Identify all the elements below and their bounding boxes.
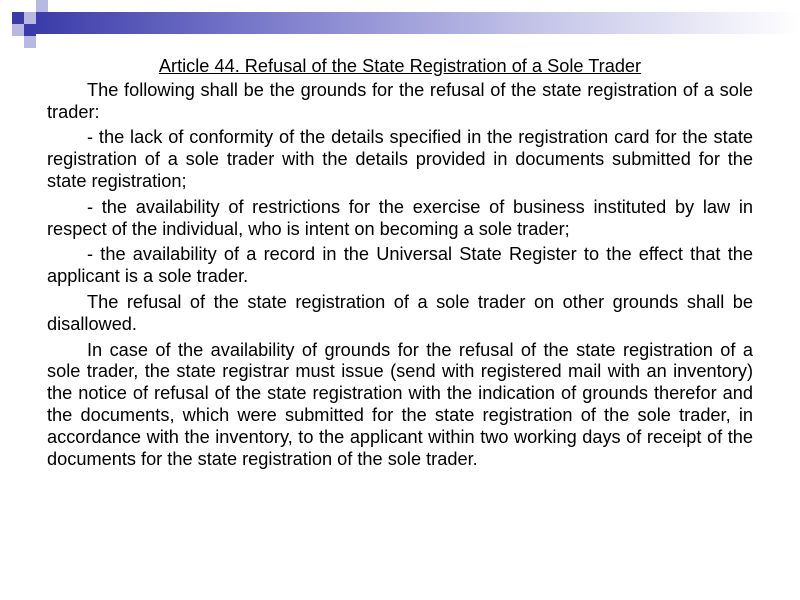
- decor-square-light: [12, 24, 24, 36]
- decorative-header: [0, 0, 800, 50]
- decor-square-dark: [24, 24, 36, 36]
- decor-square-dark: [12, 12, 24, 24]
- paragraph-grounds-intro: The following shall be the grounds for the refusal of the state registration of a sole trader:: [47, 79, 753, 122]
- paragraph-notice-procedure: In case of the availability of grounds for the refusal of the state registration of a sole trader, the state registrar must issue (send with registered mail with an inventory) the notice of refusal of the state registration with the indication of grounds therefor and the documents, which were submitted for the state registration of the sole trader, in accordance with the inventory, to the applicant within two working days of receipt of the documents for the state registration of the sole trader.: [47, 339, 753, 469]
- decor-square-light: [24, 36, 36, 48]
- paragraph-restrictions: - the availability of restrictions for the exercise of business instituted by law in respect of the individual, who is intent on becoming a sole trader;: [47, 196, 753, 239]
- document-body: [47, 56, 753, 474]
- paragraph-existing-record: - the availability of a record in the Universal State Register to the effect that the applicant is a sole trader.: [47, 244, 753, 287]
- paragraph-other-grounds: The refusal of the state registration of a sole trader on other grounds shall be disallowed.: [47, 291, 753, 334]
- decor-square-light: [36, 0, 48, 12]
- article-title: Article 44. Refusal of the State Registration of a Sole Trader: [158, 56, 642, 76]
- header-gradient-bar: [30, 12, 800, 34]
- decor-square-light: [24, 12, 36, 24]
- paragraph-lack-of-conformity: - the lack of conformity of the details specified in the registration card for the state registration of a sole trader with the details provided in documents submitted for the state registration;: [47, 127, 753, 191]
